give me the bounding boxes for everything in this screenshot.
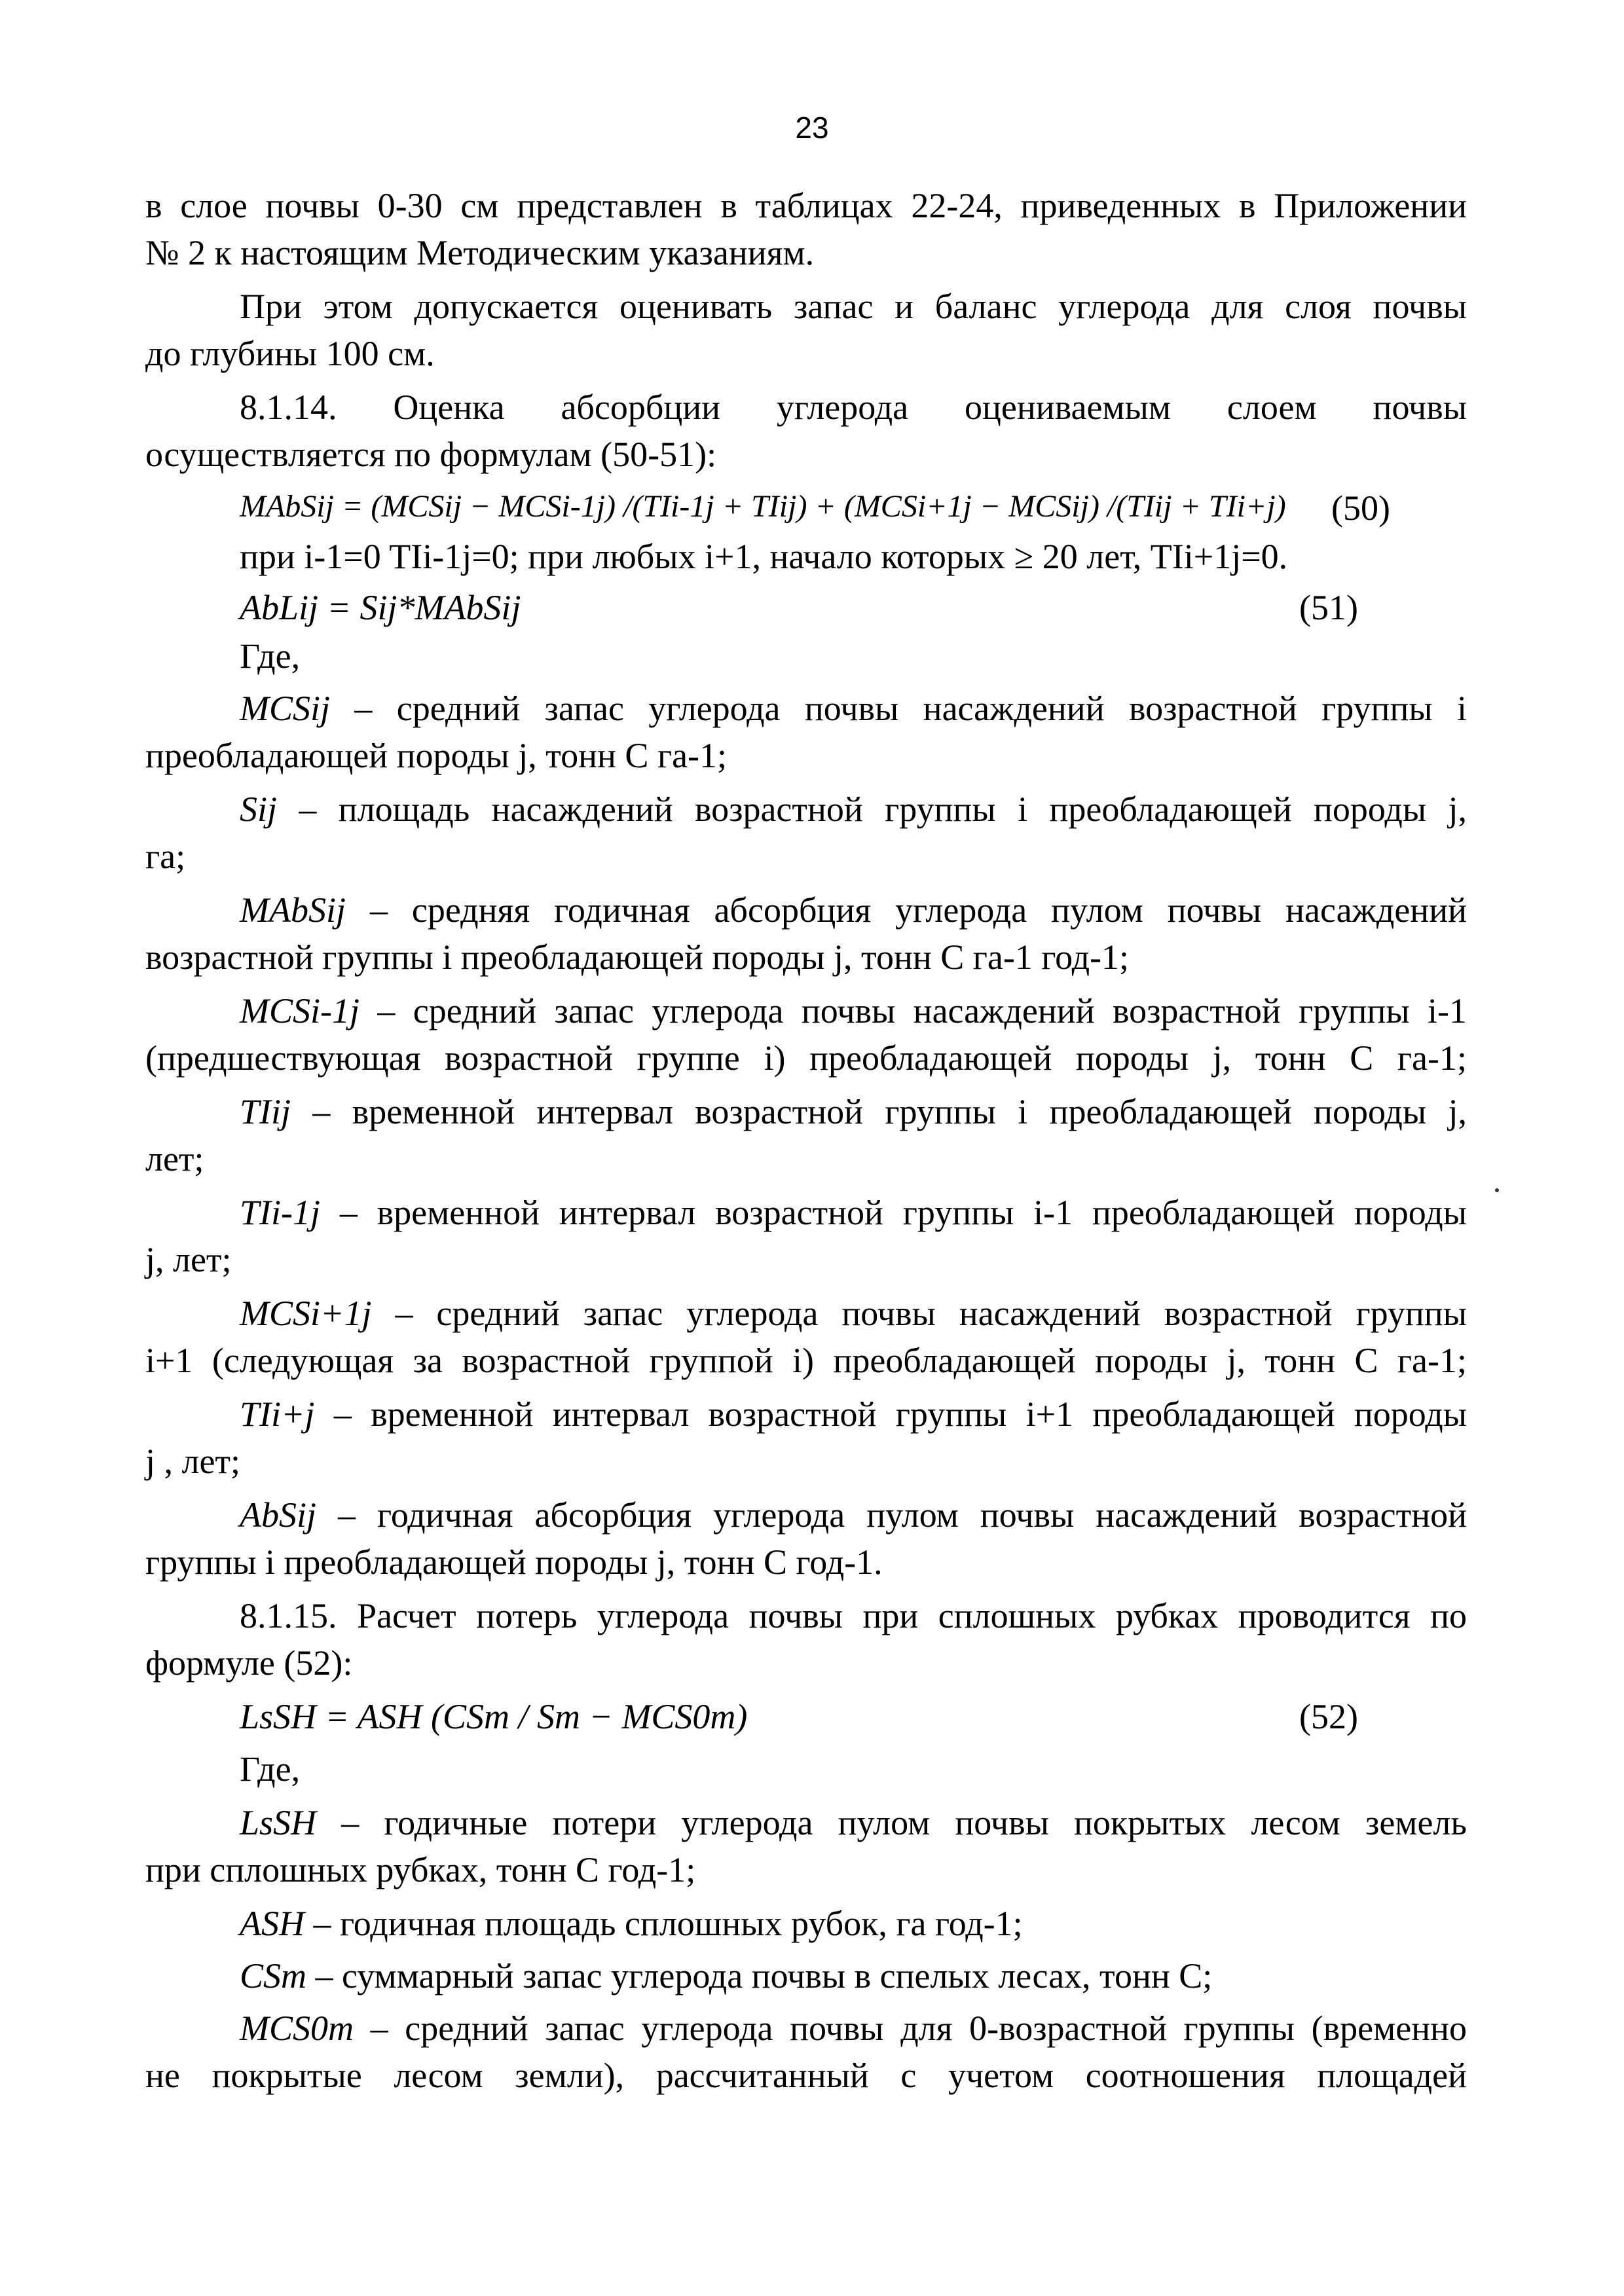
def-line <box>240 1192 1467 1233</box>
formula-51-number: (51) <box>1299 588 1358 627</box>
def-term: TIi-1j <box>240 1193 321 1232</box>
def-term: ASH <box>240 1904 304 1943</box>
intro-line-3: При этом допускается оценивать запас и баланс углерода для слоя почвы <box>240 287 1467 326</box>
def-line-2: не покрытые лесом земли), рассчитанный с учетом соотношения площадей <box>145 2056 1467 2095</box>
def-text: – суммарный запас углерода почвы в спелых лесах, тонн С; <box>315 1956 1213 1995</box>
def-term: LsSH <box>240 1803 317 1842</box>
def-line-2: (предшествующая возрастной группе i) преобладающей породы j, тонн С га-1; <box>145 1038 1467 1078</box>
def-text: – средний запас углерода почвы насаждений возрастной группы i <box>354 689 1467 728</box>
formula-50-condition: при i-1=0 TIi-1j=0; при любых i+1, начало которых ≥ 20 лет, TIi+1j=0. <box>240 537 1288 576</box>
def-text: – годичная абсорбция углерода пулом почвы насаждений возрастной <box>338 1495 1467 1535</box>
def-line <box>240 2007 1467 2049</box>
intro-line-4: до глубины 100 см. <box>145 334 435 373</box>
def-text: – площадь насаждений возрастной группы i преобладающей породы j, <box>299 790 1467 829</box>
def-line-2: лет; <box>145 1139 204 1178</box>
def-term: TIi+j <box>240 1394 315 1434</box>
def-term: TIij <box>240 1092 291 1131</box>
formula-52-number: (52) <box>1299 1697 1358 1736</box>
def-line-2: j , лет; <box>145 1442 241 1481</box>
def-line-2: преобладающей породы j, тонн С га-1; <box>145 736 728 775</box>
formula-50-number: (50) <box>1331 488 1390 528</box>
formula-51: AbLij = Sij*MAbSij <box>240 588 521 627</box>
def-line-2: группы i преобладающей породы j, тонн С год-1. <box>145 1542 883 1582</box>
def-line <box>240 889 1467 931</box>
section-8-1-14-heading: 8.1.14. Оценка абсорбции углерода оцениваемым слоем почвы <box>240 388 1467 427</box>
def-line <box>240 1903 1023 1944</box>
def-term: MCSij <box>240 689 331 728</box>
def-line <box>240 1802 1467 1844</box>
section-8-1-15-heading: 8.1.15. Расчет потерь углерода почвы при сплошных рубках проводится по <box>240 1596 1467 1635</box>
def-text: – средняя годичная абсорбция углерода пулом почвы насаждений <box>369 890 1467 930</box>
def-line-2: i+1 (следующая за возрастной группой i) преобладающей породы j, тонн С га-1; <box>145 1341 1467 1380</box>
where-label-2: Где, <box>240 1749 301 1789</box>
def-line <box>240 1393 1467 1435</box>
def-text: – временной интервал возрастной группы i+1 преобладающей породы <box>333 1394 1467 1434</box>
def-line <box>240 687 1467 729</box>
def-term: MCSi-1j <box>240 991 360 1030</box>
formula-50: MAbSij = (MCSij − MCSi-1j) /(TIi-1j + TIij) + (MCSi+1j − MCSij) /(TIij + TIi+j) <box>240 489 1286 524</box>
def-line-2: j, лет; <box>145 1240 232 1279</box>
section-8-1-14-line-2: осуществляется по формулам (50-51): <box>145 435 717 474</box>
def-text: – временной интервал возрастной группы i преобладающей породы j, <box>312 1092 1467 1131</box>
def-line <box>240 1955 1212 1997</box>
def-line-2: при сплошных рубках, тонн С год-1; <box>145 1850 696 1889</box>
def-text: – средний запас углерода почвы для 0-возрастной группы (временно <box>370 2009 1467 2048</box>
def-term: MCSi+1j <box>240 1294 372 1333</box>
def-term: MAbSij <box>240 890 346 930</box>
def-line <box>240 990 1467 1032</box>
def-term: AbSij <box>240 1495 316 1535</box>
def-text: – годичная площадь сплошных рубок, га год-1; <box>313 1904 1023 1943</box>
def-term: CSm <box>240 1956 307 1995</box>
def-text: – временной интервал возрастной группы i-1 преобладающей породы <box>339 1193 1467 1232</box>
def-text: – годичные потери углерода пулом почвы покрытых лесом земель <box>341 1803 1467 1842</box>
where-label-1: Где, <box>240 636 301 676</box>
intro-line-1: в слое почвы 0-30 см представлен в таблицах 22-24, приведенных в Приложении <box>145 186 1467 225</box>
def-text: – средний запас углерода почвы насаждений возрастной группы <box>395 1294 1467 1333</box>
def-text: – средний запас углерода почвы насаждений возрастной группы i-1 <box>377 991 1467 1030</box>
section-8-1-15-line-2: формуле (52): <box>145 1643 353 1683</box>
def-term: MCS0m <box>240 2009 354 2048</box>
def-line-2: га; <box>145 837 186 876</box>
def-line <box>240 1091 1467 1133</box>
def-line <box>240 1494 1467 1536</box>
scan-speck <box>1495 1188 1499 1192</box>
def-line-2: возрастной группы i преобладающей породы j, тонн С га-1 год-1; <box>145 938 1130 977</box>
def-line <box>240 788 1467 830</box>
def-term: Sij <box>240 790 278 829</box>
page-number: 23 <box>795 111 829 145</box>
intro-line-2: № 2 к настоящим Методическим указаниям. <box>145 233 815 272</box>
def-line <box>240 1292 1467 1334</box>
formula-52: LsSH = ASH (CSm / Sm − MCS0m) <box>240 1697 748 1736</box>
